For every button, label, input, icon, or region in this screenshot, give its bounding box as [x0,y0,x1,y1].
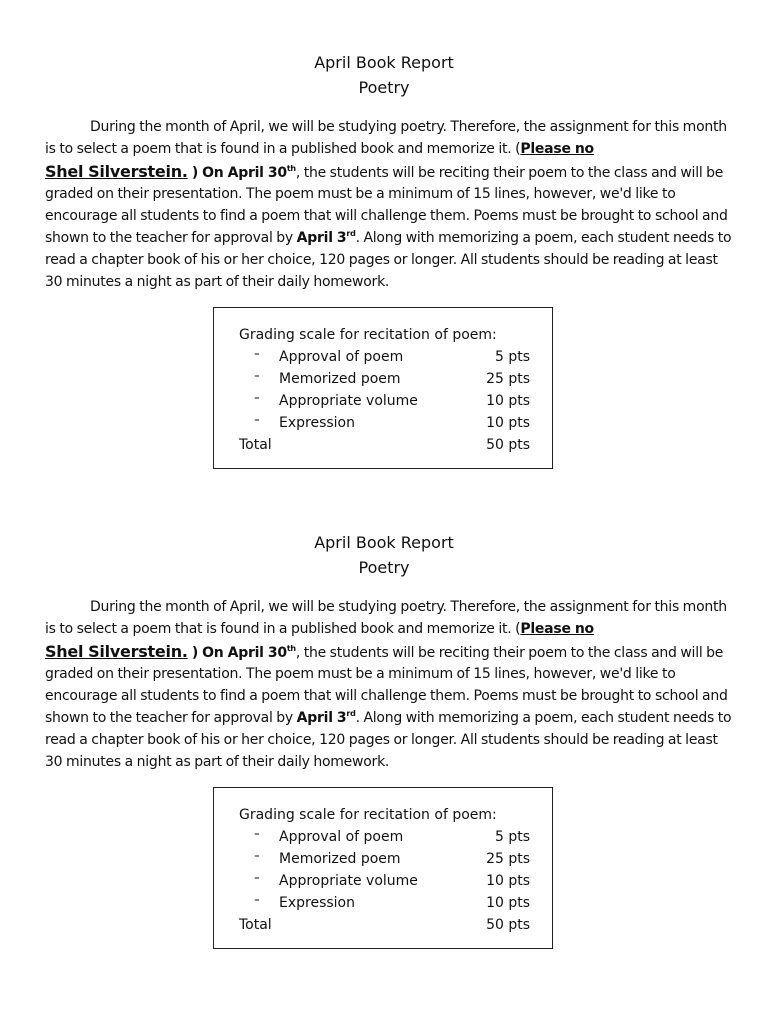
grading-total-row [239,434,530,456]
paragraph-text-2: ) On [187,644,228,661]
paragraph-text-3: , the students will be reciting their poem to the class and will be graded on their presentation. The poem must be a minimum of 15 lines, however, we'd like to encourage all students to find a poem that will challenge them. Poems must be brought to school and shown to the teacher for approval by [45,164,728,246]
due-date-approval-sup: rd [346,228,356,238]
grading-item-points: 10 pts [486,895,530,911]
paragraph-text-1: During the month of April, we will be studying poetry. Therefore, the assignment for this month is to select a poem that is found in a published book and memorize it. ( [45,119,727,157]
bullet-icon: ⁼ [254,829,260,842]
grading-item-points: 5 pts [494,349,530,365]
grading-item-points: 25 pts [486,371,530,387]
report-title: April Book Report [314,53,454,72]
grading-item-points: 25 pts [486,851,530,867]
grading-row [239,390,530,412]
report-subtitle: Poetry [358,558,410,577]
grading-item-label: Memorized poem [279,851,401,867]
due-date-recitation: April 30 [227,164,287,181]
grading-item-points: 10 pts [486,393,530,409]
paragraph-text-3: , the students will be reciting their poem to the class and will be graded on their presentation. The poem must be a minimum of 15 lines, however, we'd like to encourage all students to find a poem that will challenge them. Poems must be brought to school and shown to the teacher for approval by [45,644,728,726]
grading-total-row [239,914,530,936]
bullet-icon: ⁼ [254,851,260,864]
paragraph-text-4: . Along with memorizing a poem, each student needs to read a chapter book of his or her choice, 120 pages or longer. All students should be reading at least 30 minutes a night as part of their daily homework. [45,709,732,770]
due-date-approval: April 3 [296,229,347,246]
grading-item-points: 10 pts [486,415,530,431]
grading-item-label: Approval of poem [279,349,404,365]
bullet-icon: ⁼ [254,873,260,886]
grading-row [239,346,530,368]
due-date-recitation: April 30 [227,644,287,661]
grading-row [239,826,530,848]
bullet-icon: ⁼ [254,415,260,428]
grading-item-label: Approval of poem [279,829,404,845]
grading-total-label: Total [239,437,272,453]
report-copy-2 [0,530,768,933]
report-subtitle: Poetry [358,78,410,97]
grading-row [239,870,530,892]
grading-item-label: Expression [279,895,355,911]
grading-item-label: Memorized poem [279,371,401,387]
assignment-paragraph [45,117,735,293]
grading-scale-box [213,307,553,469]
grading-total-points: 50 pts [486,437,530,453]
grading-item-points: 10 pts [486,873,530,889]
bullet-icon: ⁼ [254,895,260,908]
report-copy-1 [0,50,768,453]
please-no-text: Please no [520,140,594,157]
grading-scale-box [213,787,553,949]
please-no-text: Please no [520,620,594,637]
grading-scale-heading: Grading scale for recitation of poem: [239,807,497,823]
shel-silverstein-text: Shel Silverstein. [45,161,188,181]
grading-total-points: 50 pts [486,917,530,933]
bullet-icon: ⁼ [254,349,260,362]
grading-total-label: Total [239,917,272,933]
bullet-icon: ⁼ [254,393,260,406]
due-date-approval-sup: rd [346,708,356,718]
grading-row [239,848,530,870]
grading-row [239,412,530,434]
grading-item-label: Appropriate volume [279,393,418,409]
grading-scale-heading: Grading scale for recitation of poem: [239,327,497,343]
report-title: April Book Report [314,533,454,552]
shel-silverstein-text: Shel Silverstein. [45,641,188,661]
grading-row [239,892,530,914]
due-date-recitation-sup: th [286,643,296,653]
bullet-icon: ⁼ [254,371,260,384]
grading-item-points: 5 pts [494,829,530,845]
grading-item-label: Appropriate volume [279,873,418,889]
paragraph-text-4: . Along with memorizing a poem, each student needs to read a chapter book of his or her choice, 120 pages or longer. All students should be reading at least 30 minutes a night as part of their daily homework. [45,229,732,290]
grading-row [239,368,530,390]
due-date-approval: April 3 [296,709,347,726]
assignment-paragraph [45,597,735,773]
grading-item-label: Expression [279,415,355,431]
due-date-recitation-sup: th [286,163,296,173]
paragraph-text-2: ) On [187,164,228,181]
paragraph-text-1: During the month of April, we will be studying poetry. Therefore, the assignment for this month is to select a poem that is found in a published book and memorize it. ( [45,599,727,637]
